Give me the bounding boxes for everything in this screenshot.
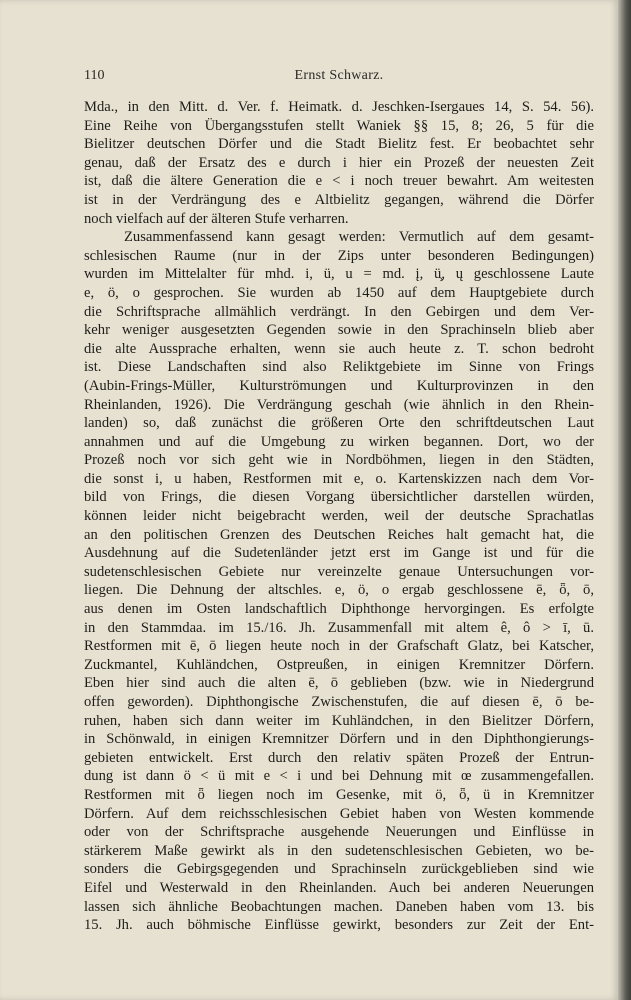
text-line: Eine Reihe von Übergangsstufen stellt Waniek §§ 15, 8; 26, 5 für die [84, 117, 594, 134]
text-line: Restformen mit ē, ō liegen heute noch in der Grafschaft Glatz, bei Katscher, [84, 638, 594, 655]
page-header [84, 68, 594, 88]
page-number: 110 [84, 68, 105, 83]
text-line: sudetenschlesischen Gebiete nur vereinzelte genaue Untersuchungen vor- [84, 563, 594, 580]
text-line: kehr weniger ausgesetzten Gegenden sowie in den Sprachinseln blieb aber [84, 322, 594, 339]
text-line: stärkerem Maße gewirkt als in den sudetenschlesischen Gebieten, wo be- [84, 842, 594, 859]
text-line: 15. Jh. auch böhmische Einflüsse gewirkt, besonders zur Zeit der Ent- [84, 917, 594, 934]
text-line: schlesischen Raume (nur in der Zips unter besonderen Bedingungen) [84, 247, 594, 264]
text-line: genau, daß der Ersatz des e durch i hier ein Prozeß der neuesten Zeit [84, 154, 594, 171]
text-line: Dörfern. Auf dem reichsschlesischen Gebiet haben von Westen kommende [84, 805, 594, 822]
body-text [84, 98, 594, 935]
text-line: offen geworden). Diphthongische Zwischenstufen, die auf diesen ē, ō be- [84, 694, 594, 710]
text-line: gebieten entwickelt. Erst durch den relativ späten Prozeß der Entrun- [84, 749, 594, 766]
text-line: in den Stammdaa. im 15./16. Jh. Zusammenfall mit altem ê, ô > ī, ū. [84, 619, 594, 636]
text-line: Prozeß noch vor sich geht wie in Nordböhmen, liegen in den Städten, [84, 452, 594, 469]
text-line: ruhen, haben sich dann weiter im Kuhländchen, in den Bielitzer Dörfern, [84, 712, 594, 729]
text-line: Ausdehnung auf die Sudetenländer jetzt erst im Gange ist und für die [84, 545, 594, 562]
text-line: Restformen mit ȫ liegen noch im Gesenke, mit ö, ȫ, ü in Kremnitzer [84, 786, 594, 803]
text-line: Eifel und Westerwald in den Rheinlanden. Auch bei anderen Neuerungen [84, 879, 594, 896]
text-line: annahmen und auf die Umgebung zu wirken begannen. Dort, wo der [84, 433, 594, 450]
text-line: die Schriftsprache allmählich verdrängt. In den Gebirgen und dem Ver- [84, 303, 594, 320]
text-line: wurden im Mittelalter für mhd. i, ü, u = md. į, ü̧, ų geschlossene Laute [84, 266, 594, 283]
text-line: die sonst i, u haben, Restformen mit e, o. Kartenskizzen nach dem Vor- [84, 470, 594, 487]
text-line: Mda., in den Mitt. d. Ver. f. Heimatk. d. Jeschken-Isergaues 14, S. 54. 56). [84, 99, 594, 115]
text-line: (Aubin-Frings-Müller, Kulturströmungen und Kulturprovinzen in den [84, 377, 594, 394]
text-line: Rheinlanden, 1926). Die Verdrängung geschah (wie ähnlich in den Rhein- [84, 396, 594, 413]
text-line: oder von der Schriftsprache ausgehende Neuerungen und Einflüsse in [84, 824, 594, 841]
text-line: Zuckmantel, Kuhländchen, Ostpreußen, in einigen Kremnitzer Dörfern. [84, 656, 594, 673]
page-edge-shadow [618, 0, 631, 1000]
text-line: Eben hier sind auch die alten ē, ō geblieben (bzw. wie in Niedergrund [84, 675, 594, 692]
text-line: bild von Frings, die diesen Vorgang übersichtlicher darstellen würden, [84, 489, 594, 506]
text-line: sonders die Gebirgsgegenden und Sprachinseln zurückgeblieben sind wie [84, 861, 594, 878]
text-line: noch vielfach auf der älteren Stufe verharren. [84, 210, 349, 227]
text-line: liegen. Die Dehnung der altschles. e, ö, o ergab geschlossene ē, ȫ, ō, [84, 582, 594, 599]
text-line: an den politischen Grenzen des Deutschen Reiches halt gemacht hat, die [84, 526, 594, 543]
text-line: aus denen im Osten landschaftlich Diphthonge hervorgingen. Es erfolgte [84, 601, 594, 618]
text-line: in Schönwald, in einigen Kremnitzer Dörfern und in den Diphthongierungs- [84, 731, 594, 748]
text-line: dung ist dann ö < ü mit e < i und bei Dehnung mit œ zusammengefallen. [84, 768, 594, 785]
text-line: ist in der Verdrängung des e Altbielitz gegangen, während die Dörfer [84, 191, 594, 208]
running-head: Ernst Schwarz. [294, 68, 384, 83]
text-line: lassen sich ähnliche Beobachtungen machen. Daneben haben vom 13. bis [84, 898, 594, 915]
text-line: ist, daß die ältere Generation die e < i noch treuer bewahrt. Am weitesten [84, 173, 594, 190]
text-line: landen) so, daß zunächst die größeren Orte den schriftdeutschen Laut [84, 415, 594, 432]
text-line: e, ö, o gesprochen. Sie wurden ab 1450 auf dem Hauptgebiete durch [84, 284, 594, 301]
text-line: ist. Diese Landschaften sind also Reliktgebiete im Sinne von Frings [84, 359, 594, 376]
text-line: können leider nicht beigebracht werden, weil der deutsche Sprachatlas [84, 508, 594, 525]
text-line: Zusammenfassend kann gesagt werden: Vermutlich auf dem gesamt- [124, 229, 594, 246]
text-line: die alte Aussprache erhalten, wenn sie auch heute z. T. schon bedroht [84, 340, 594, 357]
text-line: Bielitzer deutschen Dörfer und die Stadt Bielitz fest. Er beobachtet sehr [84, 136, 594, 153]
